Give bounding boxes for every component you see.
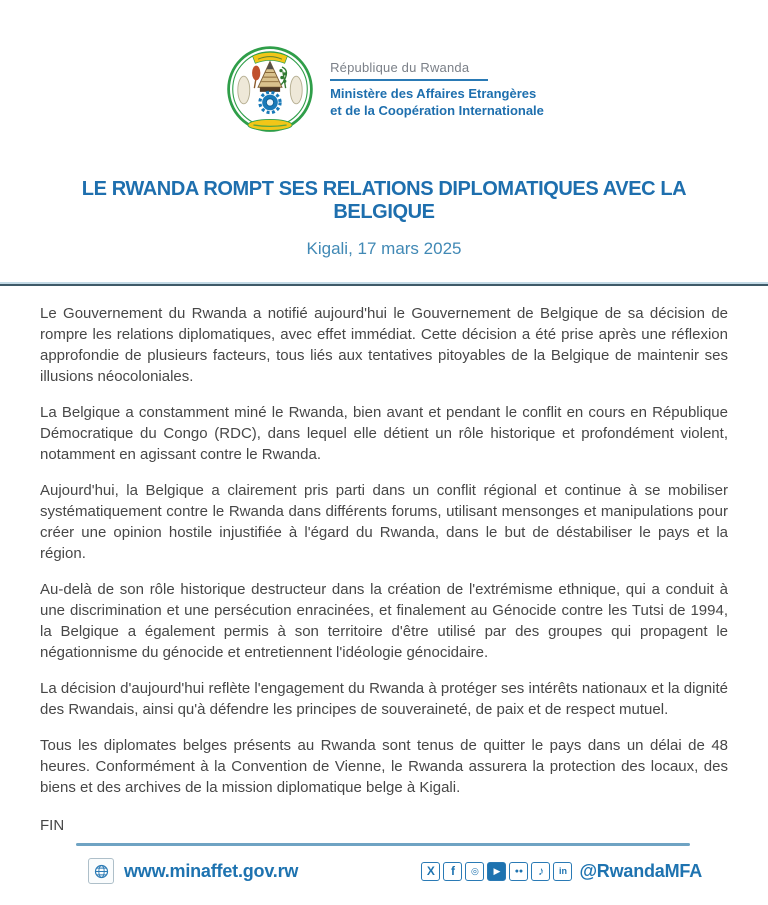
social-media-group	[421, 861, 702, 882]
page-title: LE RWANDA ROMPT SES RELATIONS DIPLOMATIQUES AVEC LA BELGIQUE	[81, 178, 687, 223]
footer	[0, 843, 768, 905]
youtube-icon[interactable]: ▶	[487, 862, 506, 881]
ministry-line-2: et de la Coopération Internationale	[330, 103, 544, 118]
tiktok-icon[interactable]: ♪	[531, 862, 550, 881]
republic-line: République du Rwanda	[330, 60, 470, 76]
facebook-icon[interactable]: f	[443, 862, 462, 881]
website-url[interactable]: www.minaffet.gov.rw	[124, 860, 299, 881]
paragraph-6: Tous les diplomates belges présents au Rwanda sont tenus de quitter le pays dans un délai de 48 heures. Conformément à la Convention de Vienne, le Rwanda assurera la protection des locaux, des biens et des archives de la mission diplomatique belge à Kigali.	[40, 737, 728, 796]
linkedin-icon[interactable]: in	[553, 862, 572, 881]
paragraph-5: La décision d'aujourd'hui reflète l'engagement du Rwanda à protéger ses intérêts nationaux et la dignité des Rwandais, ainsi qu'à défendre les principes de souveraineté, de paix et de respect mutuel.	[40, 680, 728, 718]
press-release-body	[0, 286, 768, 798]
paragraph-1: Le Gouvernement du Rwanda a notifié aujourd'hui le Gouvernement de Belgique de sa décision de rompre les relations diplomatiques, avec effet immédiat. Cette décision a été prise après une réflexion approfondie de plusieurs facteurs, tous liés aux tentatives pitoyables de la Belgique de maintenir ses illusions néocoloniales.	[40, 305, 728, 385]
social-icon-row	[421, 862, 572, 881]
ministry-line-1: Ministère des Affaires Etrangères	[330, 86, 537, 102]
letterhead-divider	[330, 79, 488, 81]
dateline: Kigali, 17 mars 2025	[306, 239, 462, 258]
end-marker: FIN	[40, 817, 65, 834]
website-link[interactable]	[88, 858, 298, 884]
letterhead	[0, 0, 768, 136]
paragraph-2: La Belgique a constamment miné le Rwanda, bien avant et pendant le conflit en cours en République Démocratique du Congo (RDC), dans lequel elle détient un rôle historique et profondément violent, notamment en agissant contre le Rwanda.	[40, 404, 728, 463]
footer-separator	[76, 843, 690, 846]
instagram-icon[interactable]: ◎	[465, 862, 484, 881]
paragraph-4: Au-delà de son rôle historique destructeur dans la création de l'extrémisme ethnique, qui a conduit à une discrimination et une persécution enracinées, et finalement au Génocide contre les Tutsi de 1994, la Belgique a également permis à son territoire d'être utilisé par des groupes qui propagent le négationnisme du génocide et entretiennent l'idéologie génocidaire.	[40, 581, 728, 661]
x-icon[interactable]: X	[421, 862, 440, 881]
flickr-icon[interactable]: ●●	[509, 862, 528, 881]
rwanda-coat-of-arms	[224, 44, 316, 136]
paragraph-3: Aujourd'hui, la Belgique a clairement pris parti dans un conflit régional et continue à se mobiliser systématiquement contre le Rwanda dans différents forums, utilisant mensonges et manipulations pour créer une opinion hostile injustifiée à l'égard du Rwanda, dans le but de déstabiliser le pays et la région.	[40, 482, 728, 562]
social-handle[interactable]: @RwandaMFA	[579, 860, 702, 881]
globe-icon	[88, 858, 114, 884]
footer-row	[88, 858, 702, 884]
letterhead-text	[330, 60, 544, 120]
